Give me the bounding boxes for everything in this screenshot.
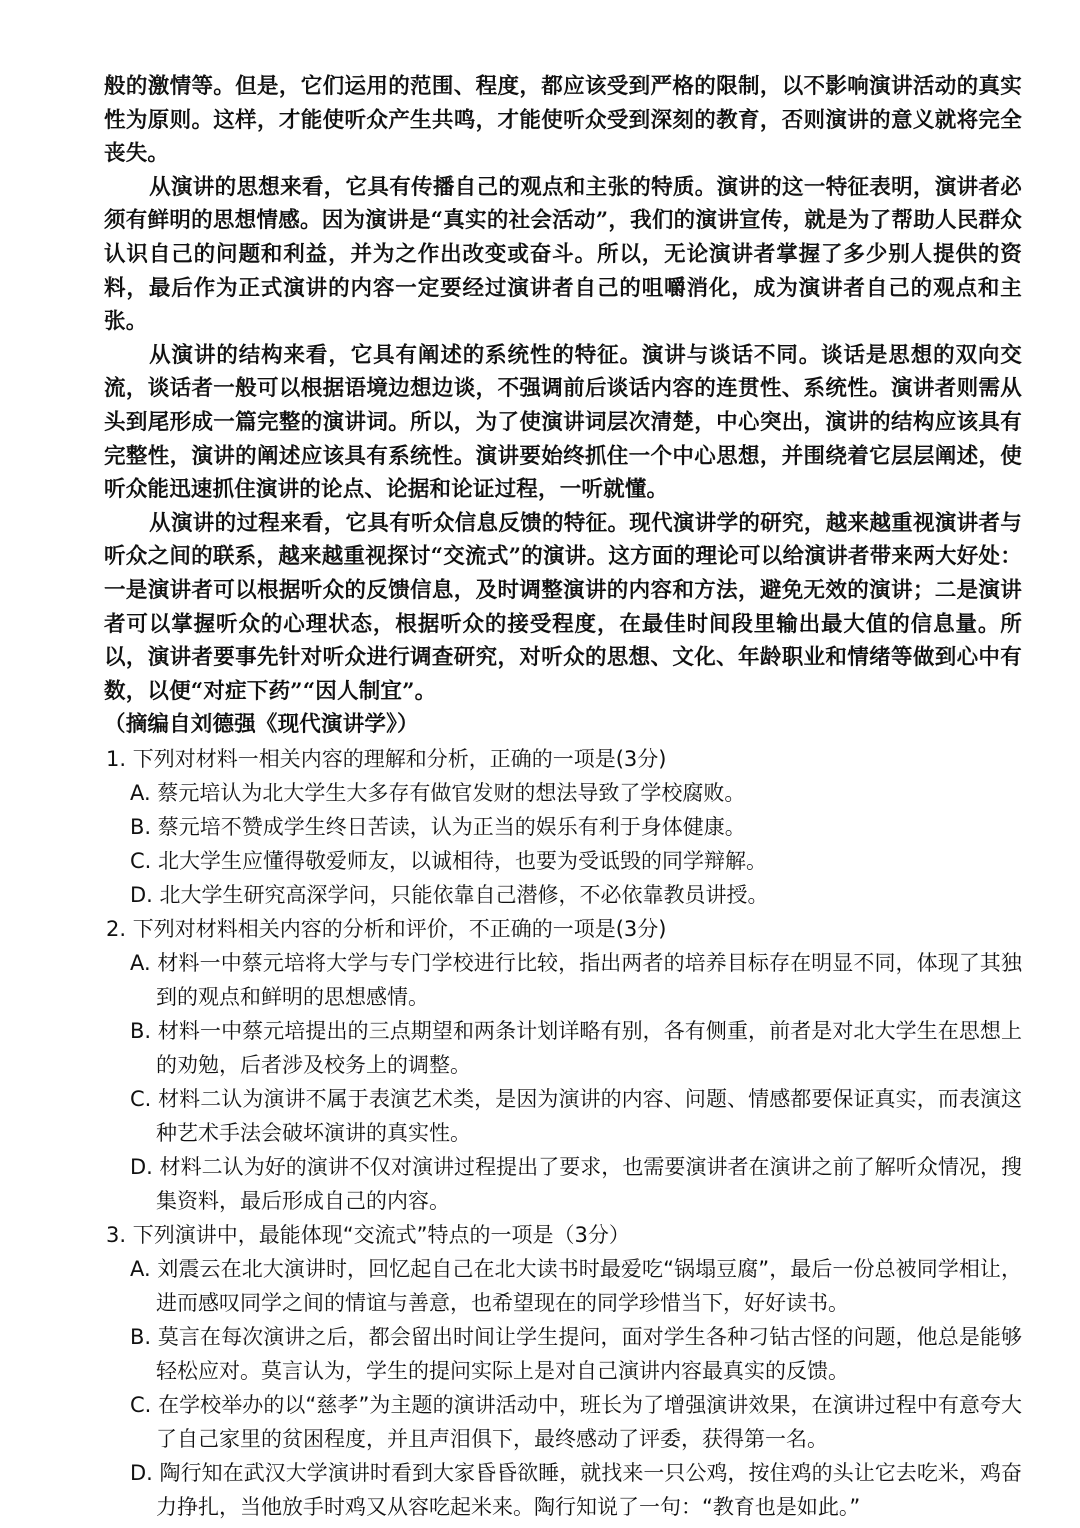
passage-paragraph: 从演讲的思想来看，它具有传播自己的观点和主张的特质。演讲的这一特征表明，演讲者必须有鲜明的思想情感。因为演讲是“真实的社会活动”，我们的演讲宣传，就是为了帮助人民群众认识自己的问题和利益，并为之作出改变或奋斗。所以，无论演讲者掌握了多少别人提供的资料，最后作为正式演讲的内容一定要经过演讲者自己的咀嚼消化，成为演讲者自己的观点和主张。 — [104, 174, 1022, 335]
question-2 — [104, 912, 1022, 1218]
question-stem: 3. 下列演讲中，最能体现“交流式”特点的一项是（3分） — [106, 1222, 630, 1247]
option-b: B. 莫言在每次演讲之后，都会留出时间让学生提问，面对学生各种刁钻古怪的问题，他总是能够轻松应对。莫言认为，学生的提问实际上是对自己演讲内容最真实的反馈。 — [130, 1324, 1022, 1383]
option-b: B. 蔡元培不赞成学生终日苦读，认为正当的娱乐有利于身体健康。 — [130, 814, 746, 839]
option-d: D. 北大学生研究高深学问，只能依靠自己潜修，不必依靠教员讲授。 — [130, 882, 769, 907]
option-d: D. 材料二认为好的演讲不仅对演讲过程提出了要求，也需要演讲者在演讲之前了解听众情况，搜集资料，最后形成自己的内容。 — [130, 1154, 1022, 1213]
reading-passage — [104, 70, 1022, 742]
option-c: C. 北大学生应懂得敬爱师友，以诚相待，也要为受诋毁的同学辩解。 — [130, 848, 768, 873]
passage-paragraph: 从演讲的结构来看，它具有阐述的系统性的特征。演讲与谈话不同。谈话是思想的双向交流，谈话者一般可以根据语境边想边谈，不强调前后谈话内容的连贯性、系统性。演讲者则需从头到尾形成一篇完整的演讲词。所以，为了使演讲词层次清楚，中心突出，演讲的结构应该具有完整性，演讲的阐述应该具有系统性。演讲要始终抓住一个中心思想，并围绕着它层层阐述，使听众能迅速抓住演讲的论点、论据和论证过程，一听就懂。 — [104, 342, 1022, 503]
option-a: A. 刘震云在北大演讲时，回忆起自己在北大读书时最爱吃“锅塌豆腐”，最后一份总被同学相让，进而感叹同学之间的情谊与善意，也希望现在的同学珍惜当下，好好读书。 — [130, 1256, 1022, 1315]
option-c: C. 在学校举办的以“慈孝”为主题的演讲活动中，班长为了增强演讲效果，在演讲过程中有意夸大了自己家里的贫困程度，并且声泪俱下，最终感动了评委，获得第一名。 — [130, 1392, 1022, 1451]
passage-paragraph: 般的激情等。但是，它们运用的范围、程度，都应该受到严格的限制，以不影响演讲活动的真实性为原则。这样，才能使听众产生共鸣，才能使听众受到深刻的教育，否则演讲的意义就将完全丧失。 — [104, 74, 1022, 167]
question-1 — [104, 742, 1022, 912]
option-d: D. 陶行知在武汉大学演讲时看到大家昏昏欲睡，就找来一只公鸡，按住鸡的头让它去吃米，鸡奋力挣扎，当他放手时鸡又从容吃起米来。陶行知说了一句：“教育也是如此。” — [130, 1460, 1022, 1519]
option-a: A. 蔡元培认为北大学生大多存有做官发财的想法导致了学校腐败。 — [130, 780, 746, 805]
passage-source: （摘编自刘德强《现代演讲学》） — [104, 712, 419, 738]
option-c: C. 材料二认为演讲不属于表演艺术类，是因为演讲的内容、问题、情感都要保证真实，而表演这种艺术手法会破坏演讲的真实性。 — [130, 1086, 1022, 1145]
passage-paragraph: 从演讲的过程来看，它具有听众信息反馈的特征。现代演讲学的研究，越来越重视演讲者与听众之间的联系，越来越重视探讨“交流式”的演讲。这方面的理论可以给演讲者带来两大好处：一是演讲者可以根据听众的反馈信息，及时调整演讲的内容和方法，避免无效的演讲；二是演讲者可以掌握听众的心理状态，根据听众的接受程度，在最佳时间段里输出最大值的信息量。所以，演讲者要事先针对听众进行调查研究，对听众的思想、文化、年龄职业和情绪等做到心中有数，以便“对症下药”“因人制宜”。 — [104, 510, 1022, 704]
question-stem: 1. 下列对材料一相关内容的理解和分析，正确的一项是(3分) — [106, 746, 667, 771]
question-3 — [104, 1218, 1022, 1524]
question-stem: 2. 下列对材料相关内容的分析和评价，不正确的一项是(3分) — [106, 916, 667, 941]
option-a: A. 材料一中蔡元培将大学与专门学校进行比较，指出两者的培养目标存在明显不同，体现了其独到的观点和鲜明的思想感情。 — [130, 950, 1022, 1009]
option-b: B. 材料一中蔡元培提出的三点期望和两条计划详略有别，各有侧重，前者是对北大学生在思想上的劝勉，后者涉及校务上的调整。 — [130, 1018, 1022, 1077]
